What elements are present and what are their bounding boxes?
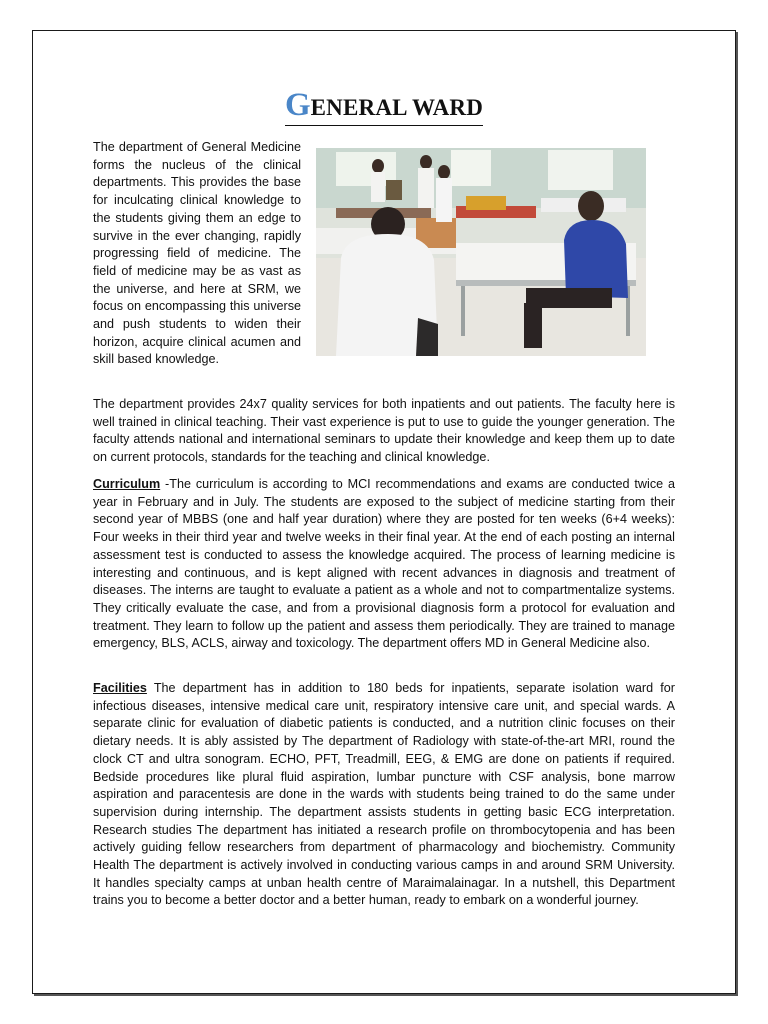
facilities-heading: Facilities (93, 681, 147, 695)
title-initial: G (284, 87, 311, 123)
curriculum-paragraph (93, 476, 675, 653)
facilities-body: The department has in addition to 180 beds for inpatients, separate isolation ward for infectious diseases, intensive medical care unit, respiratory intensive care unit, and special wards. A separate clinic for evaluation of diabetic patients is conducted, and a nutrition clinic focuses on their dietary needs. It is ably assisted by The department of Radiology with state-of-the-art MRI, round the clock CT and ultra sonogram. ECHO, PFT, Treadmill, EEG, & EMG are done on patients if required. Bedside procedures like plural fluid aspiration, lumbar puncture with CSF analysis, bone marrow aspiration and paracentesis are done in the wards with students being trained to do the same under supervision during internship. The department assists students in getting basic ECG interpretation. Research studies The department has initiated a research profile on thrombocytopenia and has been actively guiding fellow researchers from department of pharmacology and biochemistry. Community Health The department is actively involved in conducting various camps in and around SRM University. It handles specialty camps at unban health centre of Maraimalainagar. In a nutshell, this Department trains you to become a better doctor and a better human, ready to embark on a wonderful journey. (93, 681, 675, 908)
curriculum-body: -The curriculum is according to MCI recommendations and exams are conducted twice a year in February and in July. The students are exposed to the subject of medicine starting from their second year of MBBS (one and half year duration) where they are posted for ten weeks (6+4 weeks): Four weeks in their third year and twelve weeks in their final year. At the end of each posting an internal assessment test is conducted to assess the knowledge acquired. The process of learning medicine is interesting and continuous, and is kept aligned with recent advances in diagnosis and treatment of diseases. The interns are taught to evaluate a patient as a whole and not to compartmentalize systems. They critically evaluate the case, and from a provisional diagnosis form a protocol for evaluation and treatment. They learn to follow up the patient and assess them periodically. They are trained to manage emergency, BLS, ACLS, airway and toxicology. The department offers MD in General Medicine also. (93, 477, 675, 651)
services-paragraph: The department provides 24x7 quality services for both inpatients and out patients. The faculty here is well trained in clinical teaching. Their vast experience is put to use to guide the younger generation. The faculty attends national and international seminars to update their knowledge and keep them up to date on current protocols, standards for the teaching and clinical knowledge. (93, 397, 675, 465)
title-rest: ENERAL WARD (310, 95, 484, 120)
facilities-paragraph (93, 680, 675, 910)
ward-photo (316, 148, 646, 356)
page-title (0, 87, 768, 126)
intro-paragraph: The department of General Medicine forms the nucleus of the clinical departments. This provides the base for inculcating clinical knowledge to the students giving them an edge to survive in the ever changing, rapidly progressing field of medicine. The field of medicine may be as vast as the universe, and here at SRM, we focus on encompassing this universe and push students to widen their horizon, acquire clinical acumen and skill based knowledge. (93, 140, 301, 367)
curriculum-heading: Curriculum (93, 477, 161, 491)
